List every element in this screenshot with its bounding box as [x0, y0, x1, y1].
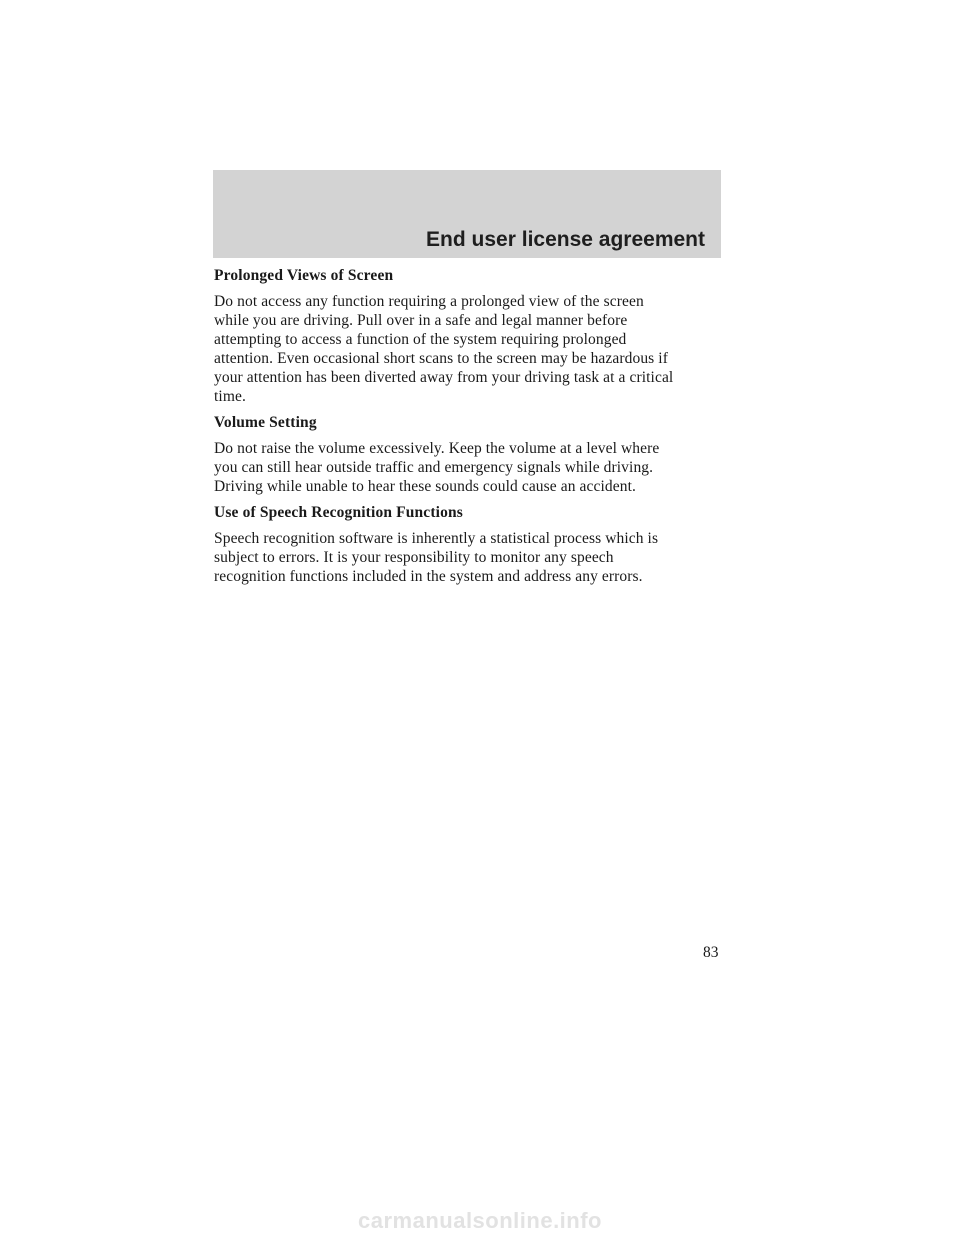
text-line: Driving while unable to hear these sounds could cause an accident.	[214, 478, 636, 495]
section-body-prolonged-views	[214, 292, 724, 406]
text-line: attempting to access a function of the system requiring prolonged	[214, 331, 627, 348]
section-heading-volume-setting: Volume Setting	[214, 414, 317, 431]
text-line: Speech recognition software is inherently a statistical process which is	[214, 530, 659, 547]
text-line: time.	[214, 388, 246, 405]
text-line: subject to errors. It is your responsibility to monitor any speech	[214, 549, 614, 566]
text-line: Do not access any function requiring a prolonged view of the screen	[214, 293, 644, 310]
text-line: you can still hear outside traffic and emergency signals while driving.	[214, 459, 654, 476]
text-line: recognition functions included in the system and address any errors.	[214, 568, 643, 585]
section-heading-speech-recognition: Use of Speech Recognition Functions	[214, 504, 463, 521]
text-line: while you are driving. Pull over in a safe and legal manner before	[214, 312, 628, 329]
header-band	[213, 170, 721, 258]
document-body	[214, 266, 724, 593]
section-heading-prolonged-views: Prolonged Views of Screen	[214, 267, 394, 284]
page-header-title: End user license agreement	[426, 228, 705, 251]
text-line: attention. Even occasional short scans to the screen may be hazardous if	[214, 350, 668, 367]
section-body-speech-recognition	[214, 529, 724, 586]
watermark-text: carmanualsonline.info	[358, 1208, 602, 1233]
text-line: your attention has been diverted away from your driving task at a critical	[214, 369, 674, 386]
text-line: Do not raise the volume excessively. Keep the volume at a level where	[214, 440, 660, 457]
section-body-volume-setting	[214, 439, 724, 496]
page-number: 83	[703, 944, 719, 961]
